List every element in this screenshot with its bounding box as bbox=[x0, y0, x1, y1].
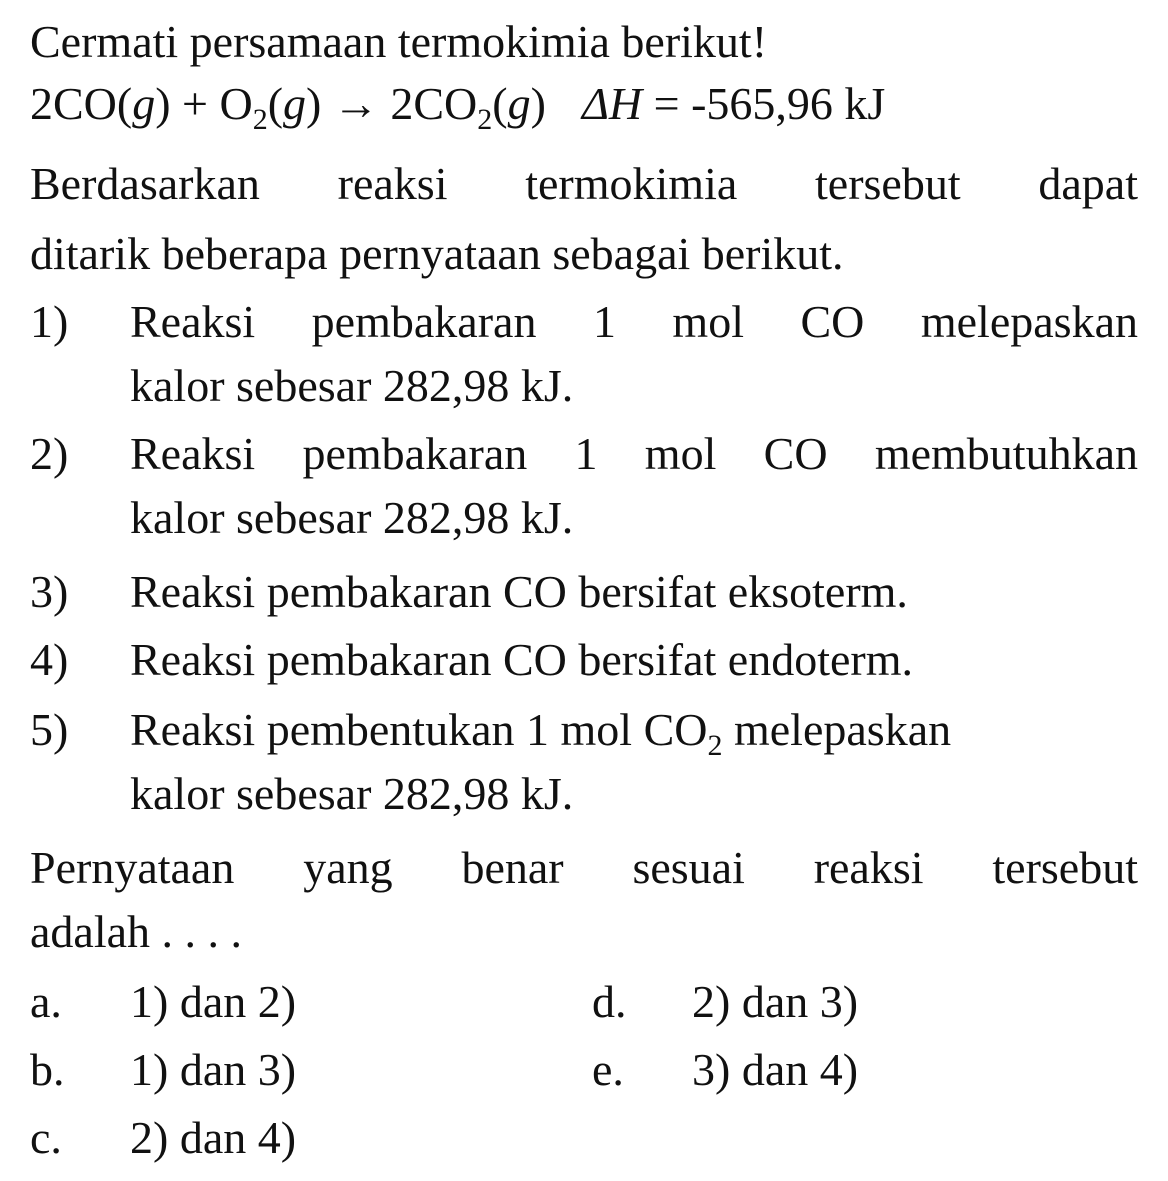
statement-text: kalor sebesar 282,98 kJ. bbox=[130, 768, 574, 819]
option-text: 2) dan 3) bbox=[692, 976, 859, 1027]
statement-text: kalor sebesar 282,98 kJ. bbox=[130, 360, 574, 411]
intro-text: Cermati persamaan termokimia berikut! bbox=[30, 16, 768, 67]
statement-text: Reaksi pembentukan 1 mol $CO_2$ melepaskan bbox=[130, 704, 952, 762]
option-letter: e. bbox=[592, 1044, 624, 1095]
paragraph-line-1: Berdasarkan reaksi termokimia tersebut dapat bbox=[30, 158, 1138, 209]
statement-number: 4) bbox=[30, 634, 69, 685]
option-letter: b. bbox=[30, 1044, 65, 1095]
statement-text: Reaksi pembakaran CO bersifat endoterm. bbox=[130, 634, 914, 685]
statement-number: 5) bbox=[30, 704, 69, 755]
delta-h-value: = -565,96 kJ bbox=[642, 78, 886, 129]
thermochemical-equation: $2CO(g) + O_2(g) \to 2CO_2(g) \Delta H = -565,96$ kJ bbox=[30, 78, 886, 136]
statement-text: Reaksi pembakaran CO bersifat eksoterm. bbox=[130, 566, 908, 617]
statement-number: 3) bbox=[30, 566, 69, 617]
option-letter: a. bbox=[30, 976, 62, 1027]
question-line-1: Pernyataan yang benar sesuai reaksi tersebut bbox=[30, 842, 1138, 893]
option-letter: c. bbox=[30, 1112, 62, 1163]
paragraph-line-2: ditarik beberapa pernyataan sebagai berikut. bbox=[30, 228, 844, 279]
option-letter: d. bbox=[592, 976, 627, 1027]
option-text: 3) dan 4) bbox=[692, 1044, 859, 1095]
statement-number: 2) bbox=[30, 428, 69, 479]
option-text: 1) dan 2) bbox=[130, 976, 297, 1027]
statement-text: Reaksi pembakaran 1 mol CO melepaskan bbox=[130, 296, 1138, 347]
delta-h-symbol: ΔH bbox=[581, 78, 643, 129]
statement-text: Reaksi pembakaran 1 mol CO membutuhkan bbox=[130, 428, 1138, 479]
option-text: 1) dan 3) bbox=[130, 1044, 297, 1095]
statement-number: 1) bbox=[30, 296, 69, 347]
question-line-2: adalah . . . . bbox=[30, 906, 243, 957]
option-text: 2) dan 4) bbox=[130, 1112, 297, 1163]
statement-text: kalor sebesar 282,98 kJ. bbox=[130, 492, 574, 543]
